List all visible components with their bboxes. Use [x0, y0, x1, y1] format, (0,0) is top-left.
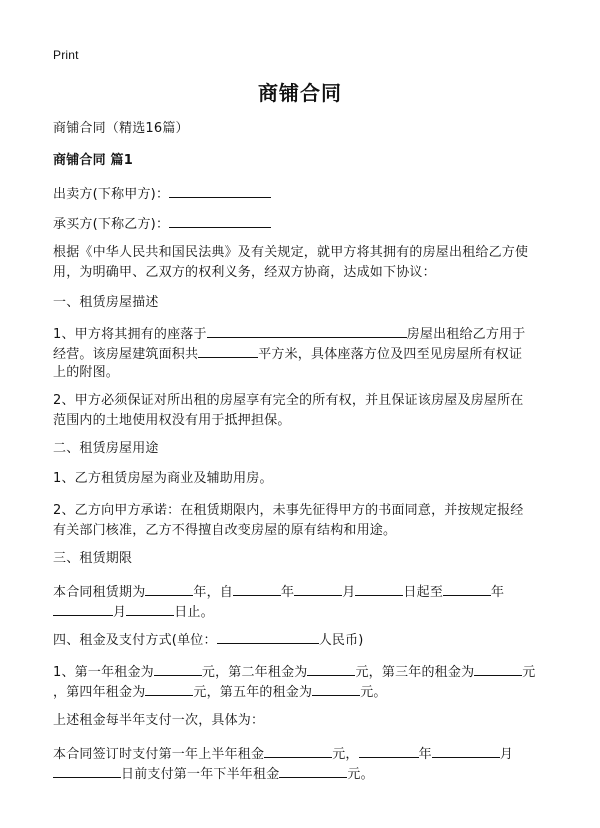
payment-intro: 上述租金每半年支付一次，具体为： — [53, 713, 265, 728]
document-subtitle: 商铺合同（精选16篇） — [53, 121, 189, 136]
clause-1-text-c: 经营。该房屋建筑面积共 — [53, 347, 199, 362]
rent-year4-blank — [145, 682, 193, 696]
term-line-2 — [53, 602, 214, 622]
rent-year2-blank — [307, 662, 355, 676]
currency-unit-blank — [217, 630, 319, 644]
use-clause-1: 1、乙方租赁房屋为商业及辅助用房。 — [53, 471, 273, 486]
buyer-line — [53, 214, 271, 234]
buyer-label: 承买方(下称乙方)： — [53, 217, 170, 232]
rent-year3-blank — [474, 662, 522, 676]
first-half-rent-blank — [264, 744, 332, 758]
payment-month-blank — [432, 744, 500, 758]
payment-year-blank — [359, 744, 419, 758]
seller-label: 出卖方(下称甲方)： — [53, 187, 170, 202]
term-text-h: 日止。 — [174, 605, 214, 620]
term-line-1 — [53, 582, 504, 602]
term-text-a: 本合同租赁期为 — [53, 585, 146, 600]
payment-line-2 — [53, 764, 374, 784]
intro-line-1: 根据《中华人民共和国民法典》及有关规定，就甲方将其拥有的房屋出租给乙方使 — [53, 245, 529, 260]
heading-rent-text-b: 人民币) — [318, 633, 364, 648]
heading-rent-text-a: 四、租金及支付方式(单位： — [53, 633, 217, 648]
term-text-c: 年 — [281, 585, 295, 600]
term-text-e: 日起至 — [403, 585, 444, 600]
rent-text-b: 元，第二年租金为 — [201, 665, 308, 680]
payment-text-a: 本合同签订时支付第一年上半年租金 — [53, 747, 265, 762]
rent-text-e: ，第四年租金为 — [53, 685, 146, 700]
start-day-blank — [355, 582, 403, 596]
rent-year5-blank — [312, 682, 360, 696]
payment-text-f: 元。 — [347, 767, 374, 782]
area-blank — [198, 344, 258, 358]
term-years-blank — [145, 582, 193, 596]
term-text-d: 月 — [342, 585, 356, 600]
payment-text-d: 月 — [499, 747, 514, 762]
heading-rent-payment — [53, 630, 364, 650]
clause-2-line-2: 范围内的土地使用权没有用于抵押担保。 — [53, 413, 291, 428]
rent-line-2 — [53, 682, 387, 702]
rent-year1-blank — [154, 662, 202, 676]
clause-1-line-3: 上的附图。 — [53, 365, 120, 380]
seller-line — [53, 184, 271, 204]
section-title: 商铺合同 篇1 — [53, 153, 133, 168]
clause-1-line-1 — [53, 324, 525, 344]
document-title: 商铺合同 — [258, 81, 342, 105]
term-text-g: 月 — [113, 605, 127, 620]
clause-2-line-1: 2、甲方必须保证对所出租的房屋享有完全的所有权，并且保证该房屋及房屋所在 — [53, 393, 524, 408]
second-half-rent-blank — [279, 764, 347, 778]
rent-text-g: 元。 — [360, 685, 387, 700]
end-day-blank — [126, 602, 174, 616]
term-text-b: 年，自 — [193, 585, 234, 600]
rent-text-c: 元，第三年的租金为 — [355, 665, 475, 680]
use-clause-2-line-1: 2、乙方向甲方承诺：在租赁期限内，未事先征得甲方的书面同意，并按规定报经 — [53, 503, 524, 518]
clause-1-text-d: 平方米，具体座落方位及四至见房屋所有权证 — [258, 347, 523, 362]
location-blank — [207, 324, 407, 338]
heading-rental-use: 二、租赁房屋用途 — [53, 441, 159, 456]
clause-1-text-b: 房屋出租给乙方用于 — [406, 327, 526, 342]
payment-text-c: 年 — [418, 747, 432, 762]
payment-text-b: 元， — [332, 747, 359, 762]
clause-1-line-2 — [53, 344, 522, 364]
payment-line-1 — [53, 744, 513, 764]
rent-text-f: 元，第五年的租金为 — [193, 685, 313, 700]
use-clause-2-line-2: 有关部门核准，乙方不得擅自改变房屋的原有结构和用途。 — [53, 523, 397, 538]
rent-text-d: 元 — [522, 665, 536, 680]
end-month-blank — [53, 602, 113, 616]
start-month-blank — [294, 582, 342, 596]
payment-text-e: 日前支付第一年下半年租金 — [121, 767, 280, 782]
print-label: Print — [53, 48, 79, 62]
heading-rental-term: 三、租赁期限 — [53, 551, 133, 566]
clause-1-text-a: 1、甲方将其拥有的座落于 — [53, 327, 207, 342]
term-text-f: 年 — [491, 585, 505, 600]
buyer-blank — [169, 214, 271, 228]
intro-line-2: 用，为明确甲、乙双方的权利义务，经双方协商，达成如下协议： — [53, 265, 436, 280]
payment-day-blank — [53, 764, 121, 778]
rent-text-a: 1、第一年租金为 — [53, 665, 154, 680]
seller-blank — [169, 184, 271, 198]
heading-rental-description: 一、租赁房屋描述 — [53, 295, 159, 310]
end-year-blank — [443, 582, 491, 596]
start-year-blank — [233, 582, 281, 596]
rent-line-1 — [53, 662, 536, 682]
